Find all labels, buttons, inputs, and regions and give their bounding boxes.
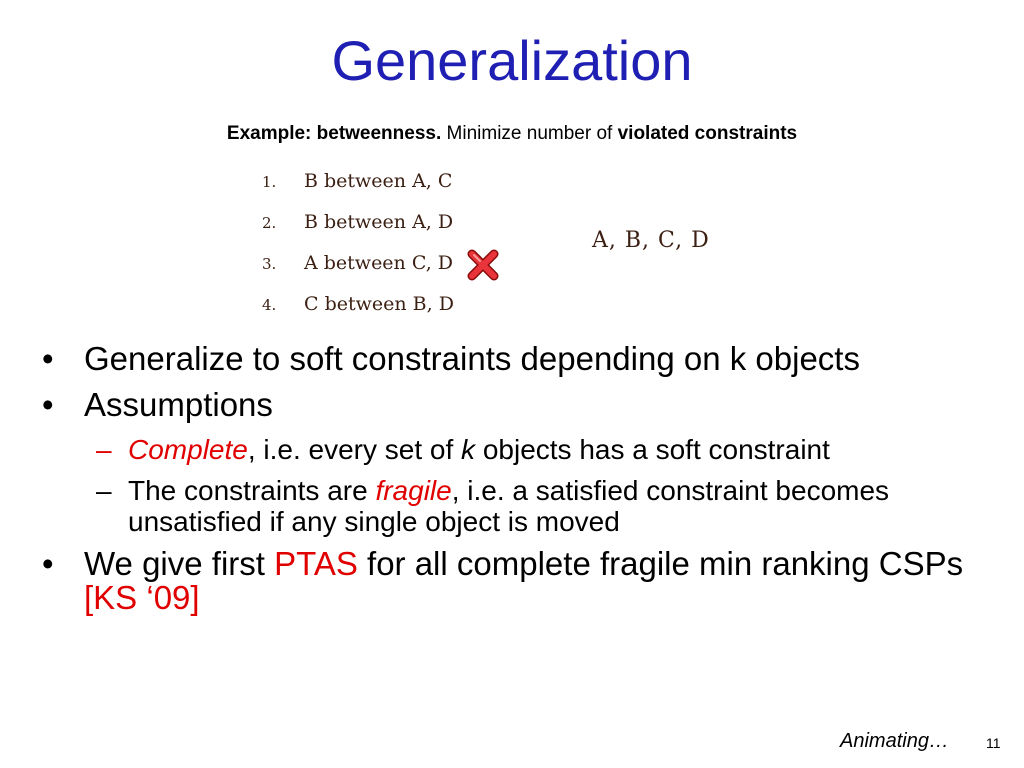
- subtitle-bold-violated: violated constraints: [617, 123, 798, 144]
- constraint-number: 2.: [262, 214, 277, 232]
- constraint-item: [262, 207, 562, 248]
- constraint-number: 4.: [262, 296, 277, 314]
- bullet-text: We give first: [84, 545, 275, 582]
- bullet-item: [42, 388, 1002, 422]
- emphasis-fragile: fragile: [375, 475, 452, 506]
- constraint-number: 1.: [262, 173, 277, 191]
- constraint-item: [262, 248, 562, 289]
- sub-bullet-dash: –: [96, 434, 112, 465]
- citation: [KS ‘09]: [84, 579, 200, 616]
- bullet-item: [42, 547, 1002, 615]
- bullet-item: [42, 342, 1002, 376]
- subtitle-bold-example: Example: betweenness.: [226, 123, 442, 144]
- bullet-text: Generalize to soft constraints depending on k objects: [84, 340, 860, 377]
- sub-bullet-text: , i.e. every set of: [247, 434, 462, 465]
- ordering-label: A, B, C, D: [592, 228, 710, 253]
- ptas-highlight: PTAS: [274, 545, 358, 582]
- constraint-item: [262, 166, 562, 207]
- bullet-dot: •: [42, 545, 54, 582]
- sub-bullet-item: [42, 434, 1002, 465]
- x-mark-icon: [466, 248, 500, 282]
- emphasis-complete: Complete: [128, 434, 248, 465]
- bullet-dot: •: [42, 386, 54, 423]
- bullet-dot: •: [42, 340, 54, 377]
- constraint-text: B between A, D: [304, 211, 454, 233]
- bullet-text: Assumptions: [84, 386, 273, 423]
- constraint-text: A between C, D: [304, 252, 454, 274]
- animating-note: Animating…: [840, 730, 949, 752]
- sub-bullet-text: , i.e. a satisfied constraint becomes unsatisfied if any single object is moved: [128, 475, 890, 537]
- sub-bullet-dash: –: [96, 475, 112, 506]
- subtitle-normal: Minimize number of: [441, 123, 618, 144]
- slide-title: Generalization: [331, 29, 693, 92]
- example-subtitle: [0, 122, 1024, 146]
- page-number: 11: [986, 735, 1001, 751]
- sub-bullet-text: The constraints are: [128, 475, 376, 506]
- constraint-text: B between A, C: [304, 170, 453, 192]
- constraint-list: [262, 166, 562, 330]
- constraint-number: 3.: [262, 255, 277, 273]
- bullet-text: for all complete fragile min ranking CSPs: [357, 545, 964, 582]
- sub-bullet-text: objects has a soft constraint: [475, 434, 830, 465]
- sub-bullet-item: [42, 475, 1002, 537]
- variable-k: k: [461, 434, 476, 465]
- constraint-text: C between B, D: [304, 293, 454, 315]
- constraint-item: [262, 289, 562, 330]
- bullet-list: [42, 342, 1002, 627]
